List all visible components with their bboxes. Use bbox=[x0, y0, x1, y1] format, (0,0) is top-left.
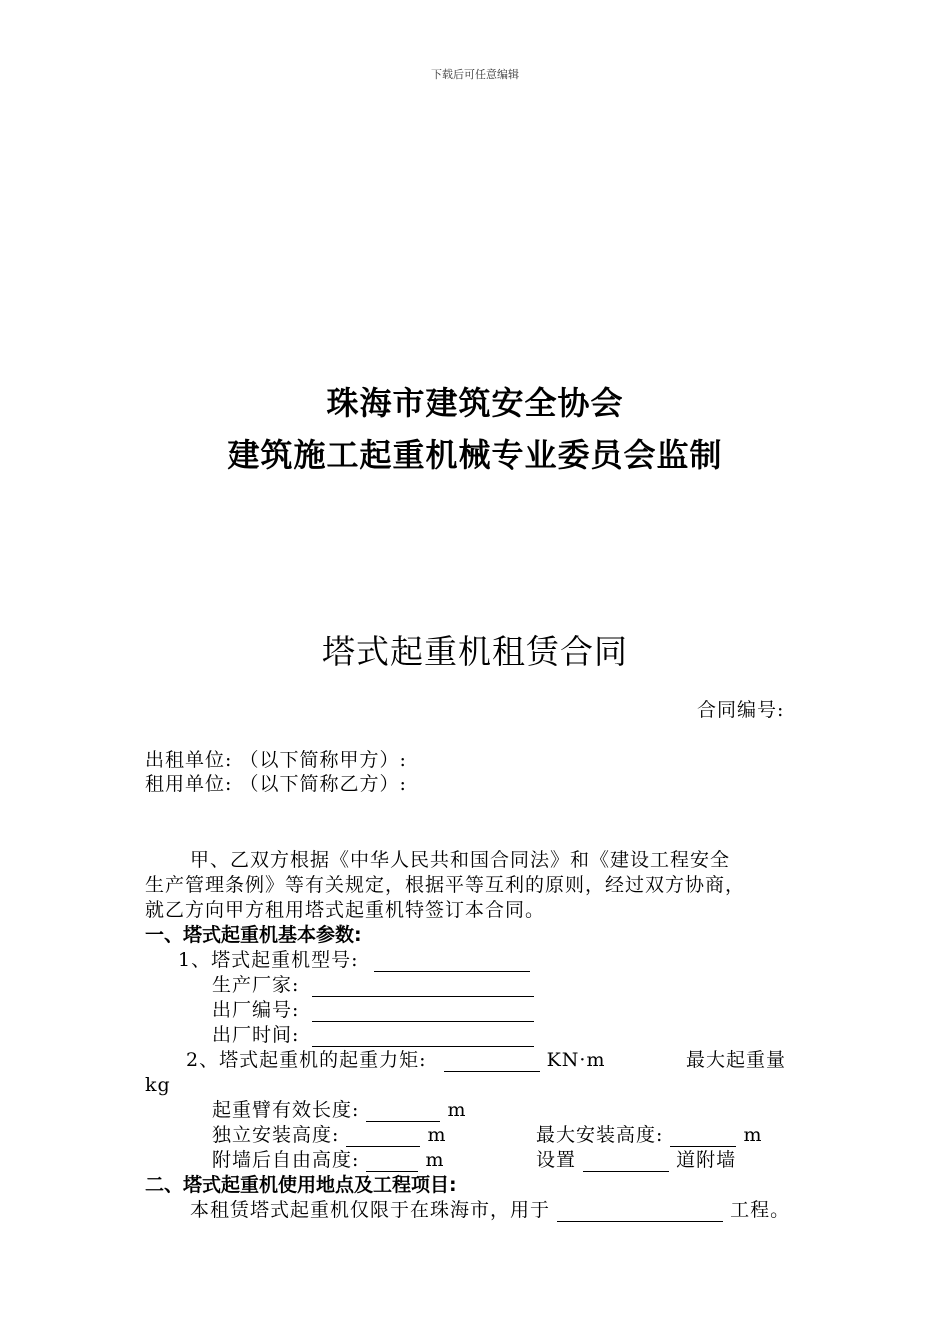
serial-number-label: 出厂编号: bbox=[212, 999, 300, 1021]
serial-number-row bbox=[212, 998, 534, 1022]
wall-ties-unit: 道附墙 bbox=[676, 1149, 737, 1171]
usage-row bbox=[190, 1198, 790, 1222]
manufacturer-label: 生产厂家: bbox=[212, 974, 300, 996]
usage-suffix: 工程。 bbox=[730, 1199, 791, 1221]
section-2-heading: 二、塔式起重机使用地点及工程项目: bbox=[145, 1174, 457, 1196]
boom-length-blank[interactable] bbox=[366, 1101, 440, 1122]
intro-line-3: 就乙方向甲方租用塔式起重机特签订本合同。 bbox=[145, 899, 546, 921]
contract-number-label: 合同编号: bbox=[697, 699, 785, 721]
free-height-unit: m bbox=[427, 1124, 447, 1146]
crane-model-blank[interactable] bbox=[374, 951, 530, 972]
lifting-moment-unit: KN·m bbox=[546, 1049, 606, 1071]
max-height-blank[interactable] bbox=[670, 1126, 736, 1147]
lifting-moment-label: 2、塔式起重机的起重力矩: bbox=[186, 1049, 427, 1071]
boom-length-row bbox=[212, 1098, 467, 1122]
serial-number-blank[interactable] bbox=[312, 1001, 534, 1022]
tied-height-unit: m bbox=[425, 1149, 445, 1171]
tied-height-label: 附墙后自由高度: bbox=[212, 1149, 360, 1171]
crane-model-label: 1、塔式起重机型号: bbox=[178, 949, 359, 971]
manufacture-date-blank[interactable] bbox=[312, 1026, 534, 1047]
max-height-row bbox=[536, 1123, 763, 1147]
lifting-moment-blank[interactable] bbox=[444, 1051, 540, 1072]
wall-ties-row bbox=[536, 1148, 736, 1172]
wall-ties-label: 设置 bbox=[536, 1149, 577, 1171]
wall-ties-blank[interactable] bbox=[583, 1151, 669, 1172]
intro-line-1: 甲、乙双方根据《中华人民共和国合同法》和《建设工程安全 bbox=[190, 849, 731, 871]
tied-height-blank[interactable] bbox=[366, 1151, 418, 1172]
intro-line-2: 生产管理条例》等有关规定，根据平等互利的原则，经过双方协商， bbox=[145, 874, 746, 896]
lifting-moment-row bbox=[186, 1048, 605, 1072]
max-height-label: 最大安装高度: bbox=[536, 1124, 664, 1146]
page-header-note: 下载后可任意编辑 bbox=[431, 68, 519, 81]
manufacture-date-row bbox=[212, 1023, 534, 1047]
boom-length-label: 起重臂有效长度: bbox=[212, 1099, 360, 1121]
lessor-line: 出租单位: （以下简称甲方）: bbox=[145, 749, 407, 771]
free-height-row bbox=[212, 1123, 447, 1147]
section-1-heading: 一、塔式起重机基本参数: bbox=[145, 924, 362, 946]
boom-length-unit: m bbox=[447, 1099, 467, 1121]
manufacturer-row bbox=[212, 973, 534, 997]
org-name: 珠海市建筑安全协会 bbox=[326, 384, 624, 422]
max-load-label: 最大起重量 bbox=[686, 1049, 787, 1071]
free-height-label: 独立安装高度: bbox=[212, 1124, 340, 1146]
lessee-line: 租用单位: （以下简称乙方）: bbox=[145, 773, 407, 795]
free-height-blank[interactable] bbox=[346, 1126, 420, 1147]
max-height-unit: m bbox=[743, 1124, 763, 1146]
usage-text: 本租赁塔式起重机仅限于在珠海市，用于 bbox=[190, 1199, 551, 1221]
manufacture-date-label: 出厂时间: bbox=[212, 1024, 300, 1046]
document-title: 塔式起重机租赁合同 bbox=[322, 632, 628, 671]
max-load-unit: kg bbox=[145, 1074, 171, 1096]
project-name-blank[interactable] bbox=[557, 1201, 723, 1222]
manufacturer-blank[interactable] bbox=[312, 976, 534, 997]
crane-model-row bbox=[178, 948, 530, 972]
org-committee: 建筑施工起重机械专业委员会监制 bbox=[227, 436, 723, 474]
tied-height-row bbox=[212, 1148, 445, 1172]
